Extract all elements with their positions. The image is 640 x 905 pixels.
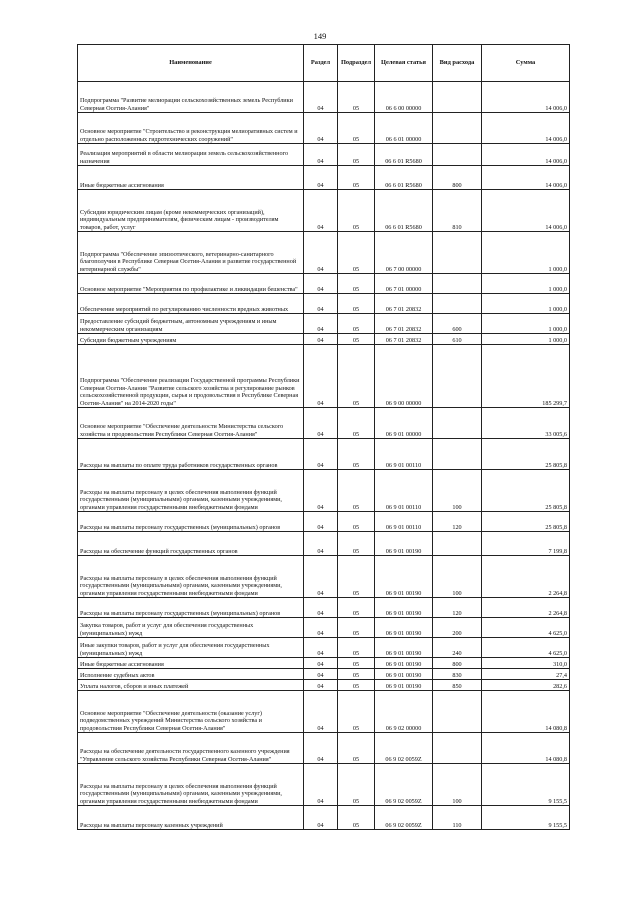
row-article-cell: 06 6 01 R5680 <box>375 190 433 232</box>
row-subsection-cell: 05 <box>338 334 375 345</box>
row-expense-cell: 120 <box>433 598 482 618</box>
row-expense-cell: 800 <box>433 658 482 669</box>
row-name-cell: Расходы на выплаты по оплате труда работников государственных органов <box>78 439 304 470</box>
row-name-cell: Закупка товаров, работ и услуг для обеспечения государственных (муниципальных) нужд <box>78 618 304 638</box>
row-article-cell: 06 9 01 00190 <box>375 532 433 556</box>
budget-table <box>77 44 570 830</box>
row-subsection-cell: 05 <box>338 680 375 691</box>
row-expense-cell: 120 <box>433 512 482 532</box>
row-sum-cell: 1 000,0 <box>482 334 570 345</box>
row-name-cell: Основное мероприятие "Обеспечение деятельности (оказание услуг) подведомственных учреждений Министерства сельского хозяйства и продовольствия Республики Северная Осетия-Алания" <box>78 691 304 733</box>
row-article-cell: 06 9 01 00110 <box>375 512 433 532</box>
table-row <box>78 658 570 669</box>
row-sum-cell: 2 264,8 <box>482 598 570 618</box>
table-body <box>78 82 570 830</box>
row-section-cell: 04 <box>304 658 338 669</box>
row-subsection-cell: 05 <box>338 658 375 669</box>
row-expense-cell <box>433 733 482 764</box>
table-row <box>78 166 570 190</box>
table-row <box>78 334 570 345</box>
row-expense-cell <box>433 274 482 294</box>
row-section-cell: 04 <box>304 345 338 408</box>
row-subsection-cell: 05 <box>338 439 375 470</box>
row-expense-cell <box>433 408 482 439</box>
row-expense-cell <box>433 532 482 556</box>
table-row <box>78 439 570 470</box>
table-row <box>78 733 570 764</box>
row-expense-cell <box>433 439 482 470</box>
table-row <box>78 190 570 232</box>
table-row <box>78 113 570 144</box>
row-sum-cell: 27,4 <box>482 669 570 680</box>
row-section-cell: 04 <box>304 806 338 830</box>
row-name-cell: Уплата налогов, сборов и иных платежей <box>78 680 304 691</box>
table-row <box>78 470 570 512</box>
row-name-cell: Расходы на выплаты персоналу в целях обеспечения выполнения функций государственными (муниципальными) органами, казенными учреждениями, органами управления государственными внебюджетными фондами <box>78 556 304 598</box>
row-expense-cell <box>433 113 482 144</box>
table-row <box>78 232 570 274</box>
row-subsection-cell: 05 <box>338 556 375 598</box>
row-section-cell: 04 <box>304 598 338 618</box>
row-expense-cell: 600 <box>433 314 482 334</box>
row-section-cell: 04 <box>304 274 338 294</box>
table-row <box>78 274 570 294</box>
row-expense-cell: 240 <box>433 638 482 658</box>
row-sum-cell: 33 005,6 <box>482 408 570 439</box>
row-subsection-cell: 05 <box>338 806 375 830</box>
row-subsection-cell: 05 <box>338 618 375 638</box>
header-expense-type: Вид расхода <box>433 45 482 82</box>
row-expense-cell: 110 <box>433 806 482 830</box>
row-article-cell: 06 6 00 00000 <box>375 82 433 113</box>
row-name-cell: Расходы на обеспечение деятельности государственного казенного учреждения "Управление сельского хозяйства Республики Северная Осетия-Алания" <box>78 733 304 764</box>
row-article-cell: 06 9 01 00190 <box>375 618 433 638</box>
row-name-cell: Субсидии юридическим лицам (кроме некоммерческих организаций), индивидуальным предпринимателям, физическим лицам - производителям товаров, работ, услуг <box>78 190 304 232</box>
row-section-cell: 04 <box>304 638 338 658</box>
row-article-cell: 06 9 01 00110 <box>375 439 433 470</box>
row-expense-cell <box>433 144 482 166</box>
row-article-cell: 06 6 01 00000 <box>375 113 433 144</box>
row-sum-cell: 185 299,7 <box>482 345 570 408</box>
page-number: 149 <box>313 31 327 41</box>
row-subsection-cell: 05 <box>338 512 375 532</box>
row-section-cell: 04 <box>304 190 338 232</box>
row-article-cell: 06 9 01 00190 <box>375 680 433 691</box>
row-section-cell: 04 <box>304 113 338 144</box>
row-name-cell: Иные закупки товаров, работ и услуг для обеспечения государственных (муниципальных) нужд <box>78 638 304 658</box>
row-name-cell: Исполнение судебных актов <box>78 669 304 680</box>
row-sum-cell: 1 000,0 <box>482 314 570 334</box>
row-article-cell: 06 7 01 00000 <box>375 274 433 294</box>
row-expense-cell <box>433 345 482 408</box>
row-sum-cell: 14 006,0 <box>482 144 570 166</box>
row-section-cell: 04 <box>304 334 338 345</box>
row-article-cell: 06 9 01 00110 <box>375 470 433 512</box>
row-section-cell: 04 <box>304 294 338 314</box>
row-subsection-cell: 05 <box>338 408 375 439</box>
row-expense-cell: 810 <box>433 190 482 232</box>
header-target-article: Целевая статья <box>375 45 433 82</box>
row-sum-cell: 25 805,8 <box>482 470 570 512</box>
row-article-cell: 06 9 01 00190 <box>375 658 433 669</box>
row-article-cell: 06 9 01 00190 <box>375 598 433 618</box>
row-name-cell: Предоставление субсидий бюджетным, автономным учреждениям и иным некоммерческим организациям <box>78 314 304 334</box>
row-name-cell: Основное мероприятие "Обеспечение деятельности Министерства сельского хозяйства и продовольствия Республики Северная Осетия-Алания" <box>78 408 304 439</box>
row-name-cell: Реализация мероприятий в области мелиорации земель сельскохозяйственного назначения <box>78 144 304 166</box>
header-subsection: Подраздел <box>338 45 375 82</box>
row-subsection-cell: 05 <box>338 294 375 314</box>
row-subsection-cell: 05 <box>338 345 375 408</box>
row-sum-cell: 1 000,0 <box>482 274 570 294</box>
row-expense-cell <box>433 232 482 274</box>
row-name-cell: Расходы на выплаты персоналу государственных (муниципальных) органов <box>78 512 304 532</box>
row-sum-cell: 14 006,0 <box>482 190 570 232</box>
row-article-cell: 06 9 00 00000 <box>375 345 433 408</box>
row-sum-cell: 14 006,0 <box>482 113 570 144</box>
row-article-cell: 06 6 01 R5680 <box>375 166 433 190</box>
row-section-cell: 04 <box>304 512 338 532</box>
row-article-cell: 06 9 02 0059Z <box>375 806 433 830</box>
row-section-cell: 04 <box>304 144 338 166</box>
row-name-cell: Субсидии бюджетным учреждениям <box>78 334 304 345</box>
table-row <box>78 512 570 532</box>
row-name-cell: Иные бюджетные ассигнования <box>78 658 304 669</box>
table-row <box>78 532 570 556</box>
row-section-cell: 04 <box>304 166 338 190</box>
table-row <box>78 294 570 314</box>
row-subsection-cell: 05 <box>338 764 375 806</box>
header-section: Раздел <box>304 45 338 82</box>
table-row <box>78 314 570 334</box>
row-name-cell: Расходы на выплаты персоналу в целях обеспечения выполнения функций государственными (муниципальными) органами, казенными учреждениями, органами управления государственными внебюджетными фондами <box>78 764 304 806</box>
table-row <box>78 345 570 408</box>
table-header-row <box>78 45 570 82</box>
row-sum-cell: 2 264,8 <box>482 556 570 598</box>
row-sum-cell: 25 805,8 <box>482 512 570 532</box>
row-subsection-cell: 05 <box>338 274 375 294</box>
row-expense-cell: 610 <box>433 334 482 345</box>
row-section-cell: 04 <box>304 470 338 512</box>
row-subsection-cell: 05 <box>338 733 375 764</box>
row-article-cell: 06 7 01 20832 <box>375 294 433 314</box>
row-article-cell: 06 9 02 0059Z <box>375 733 433 764</box>
row-sum-cell: 14 006,0 <box>482 166 570 190</box>
row-sum-cell: 14 006,0 <box>482 82 570 113</box>
row-subsection-cell: 05 <box>338 532 375 556</box>
row-article-cell: 06 9 01 00190 <box>375 638 433 658</box>
row-subsection-cell: 05 <box>338 232 375 274</box>
row-section-cell: 04 <box>304 314 338 334</box>
table-row <box>78 691 570 733</box>
row-article-cell: 06 7 01 20832 <box>375 334 433 345</box>
table-row <box>78 598 570 618</box>
row-section-cell: 04 <box>304 618 338 638</box>
row-section-cell: 04 <box>304 439 338 470</box>
row-subsection-cell: 05 <box>338 669 375 680</box>
row-name-cell: Иные бюджетные ассигнования <box>78 166 304 190</box>
row-section-cell: 04 <box>304 669 338 680</box>
row-subsection-cell: 05 <box>338 598 375 618</box>
row-article-cell: 06 9 01 00190 <box>375 669 433 680</box>
row-sum-cell: 14 080,8 <box>482 691 570 733</box>
table-row <box>78 764 570 806</box>
row-subsection-cell: 05 <box>338 144 375 166</box>
row-article-cell: 06 6 01 R5680 <box>375 144 433 166</box>
table-row <box>78 556 570 598</box>
row-sum-cell: 1 000,0 <box>482 232 570 274</box>
table-row <box>78 408 570 439</box>
row-expense-cell: 100 <box>433 764 482 806</box>
table-row <box>78 680 570 691</box>
row-name-cell: Подпрограмма "Обеспечение реализации Государственной программы Республики Северная Осетия-Алания "Развитие сельского хозяйства и регулирование рынков сельскохозяйственной продукции, сырья и продовольствия в Республике Северная Осетия-Алания" на 2014-2020 годы" <box>78 345 304 408</box>
row-sum-cell: 25 805,8 <box>482 439 570 470</box>
row-expense-cell: 850 <box>433 680 482 691</box>
row-subsection-cell: 05 <box>338 113 375 144</box>
row-expense-cell <box>433 294 482 314</box>
row-section-cell: 04 <box>304 733 338 764</box>
header-name: Наименование <box>78 45 304 82</box>
table-row <box>78 144 570 166</box>
row-expense-cell <box>433 691 482 733</box>
header-sum: Сумма <box>482 45 570 82</box>
row-article-cell: 06 9 02 00000 <box>375 691 433 733</box>
row-section-cell: 04 <box>304 556 338 598</box>
row-expense-cell: 100 <box>433 556 482 598</box>
row-section-cell: 04 <box>304 764 338 806</box>
row-name-cell: Расходы на выплаты персоналу казенных учреждений <box>78 806 304 830</box>
row-name-cell: Основное мероприятие "Мероприятия по профилактике и ликвидации бешенства" <box>78 274 304 294</box>
row-subsection-cell: 05 <box>338 470 375 512</box>
row-article-cell: 06 7 00 00000 <box>375 232 433 274</box>
row-expense-cell <box>433 82 482 113</box>
row-subsection-cell: 05 <box>338 190 375 232</box>
row-name-cell: Подпрограмма "Развитие мелиорации сельскохозяйственных земель Республики Северная Осетия-Алания" <box>78 82 304 113</box>
row-section-cell: 04 <box>304 82 338 113</box>
row-section-cell: 04 <box>304 680 338 691</box>
row-subsection-cell: 05 <box>338 166 375 190</box>
row-name-cell: Основное мероприятие "Строительство и реконструкция мелиоративных систем и отдельно расположенных гидротехнических сооружений" <box>78 113 304 144</box>
row-name-cell: Подпрограмма "Обеспечение эпизоотического, ветеринарно-санитарного благополучия в Республике Северная Осетия-Алания и развитие государственной ветеринарной службы" <box>78 232 304 274</box>
row-article-cell: 06 9 01 00190 <box>375 556 433 598</box>
row-sum-cell: 1 000,0 <box>482 294 570 314</box>
table-row <box>78 82 570 113</box>
row-name-cell: Расходы на обеспечение функций государственных органов <box>78 532 304 556</box>
row-name-cell: Расходы на выплаты персоналу государственных (муниципальных) органов <box>78 598 304 618</box>
row-section-cell: 04 <box>304 232 338 274</box>
row-expense-cell: 800 <box>433 166 482 190</box>
row-subsection-cell: 05 <box>338 691 375 733</box>
row-sum-cell: 14 080,8 <box>482 733 570 764</box>
row-section-cell: 04 <box>304 408 338 439</box>
row-article-cell: 06 9 02 0059Z <box>375 764 433 806</box>
row-expense-cell: 830 <box>433 669 482 680</box>
table-row <box>78 638 570 658</box>
row-subsection-cell: 05 <box>338 638 375 658</box>
row-sum-cell: 4 625,0 <box>482 618 570 638</box>
row-sum-cell: 9 155,5 <box>482 806 570 830</box>
row-sum-cell: 7 199,8 <box>482 532 570 556</box>
row-sum-cell: 4 625,0 <box>482 638 570 658</box>
row-section-cell: 04 <box>304 691 338 733</box>
row-sum-cell: 9 155,5 <box>482 764 570 806</box>
row-name-cell: Обеспечение мероприятий по регулированию численности вредных животных <box>78 294 304 314</box>
row-subsection-cell: 05 <box>338 82 375 113</box>
table-row <box>78 806 570 830</box>
row-subsection-cell: 05 <box>338 314 375 334</box>
table-row <box>78 618 570 638</box>
row-expense-cell: 200 <box>433 618 482 638</box>
row-section-cell: 04 <box>304 532 338 556</box>
row-article-cell: 06 9 01 00000 <box>375 408 433 439</box>
row-sum-cell: 310,0 <box>482 658 570 669</box>
row-article-cell: 06 7 01 20832 <box>375 314 433 334</box>
row-name-cell: Расходы на выплаты персоналу в целях обеспечения выполнения функций государственными (муниципальными) органами, казенными учреждениями, органами управления государственными внебюджетными фондами <box>78 470 304 512</box>
table-row <box>78 669 570 680</box>
row-sum-cell: 282,6 <box>482 680 570 691</box>
row-expense-cell: 100 <box>433 470 482 512</box>
